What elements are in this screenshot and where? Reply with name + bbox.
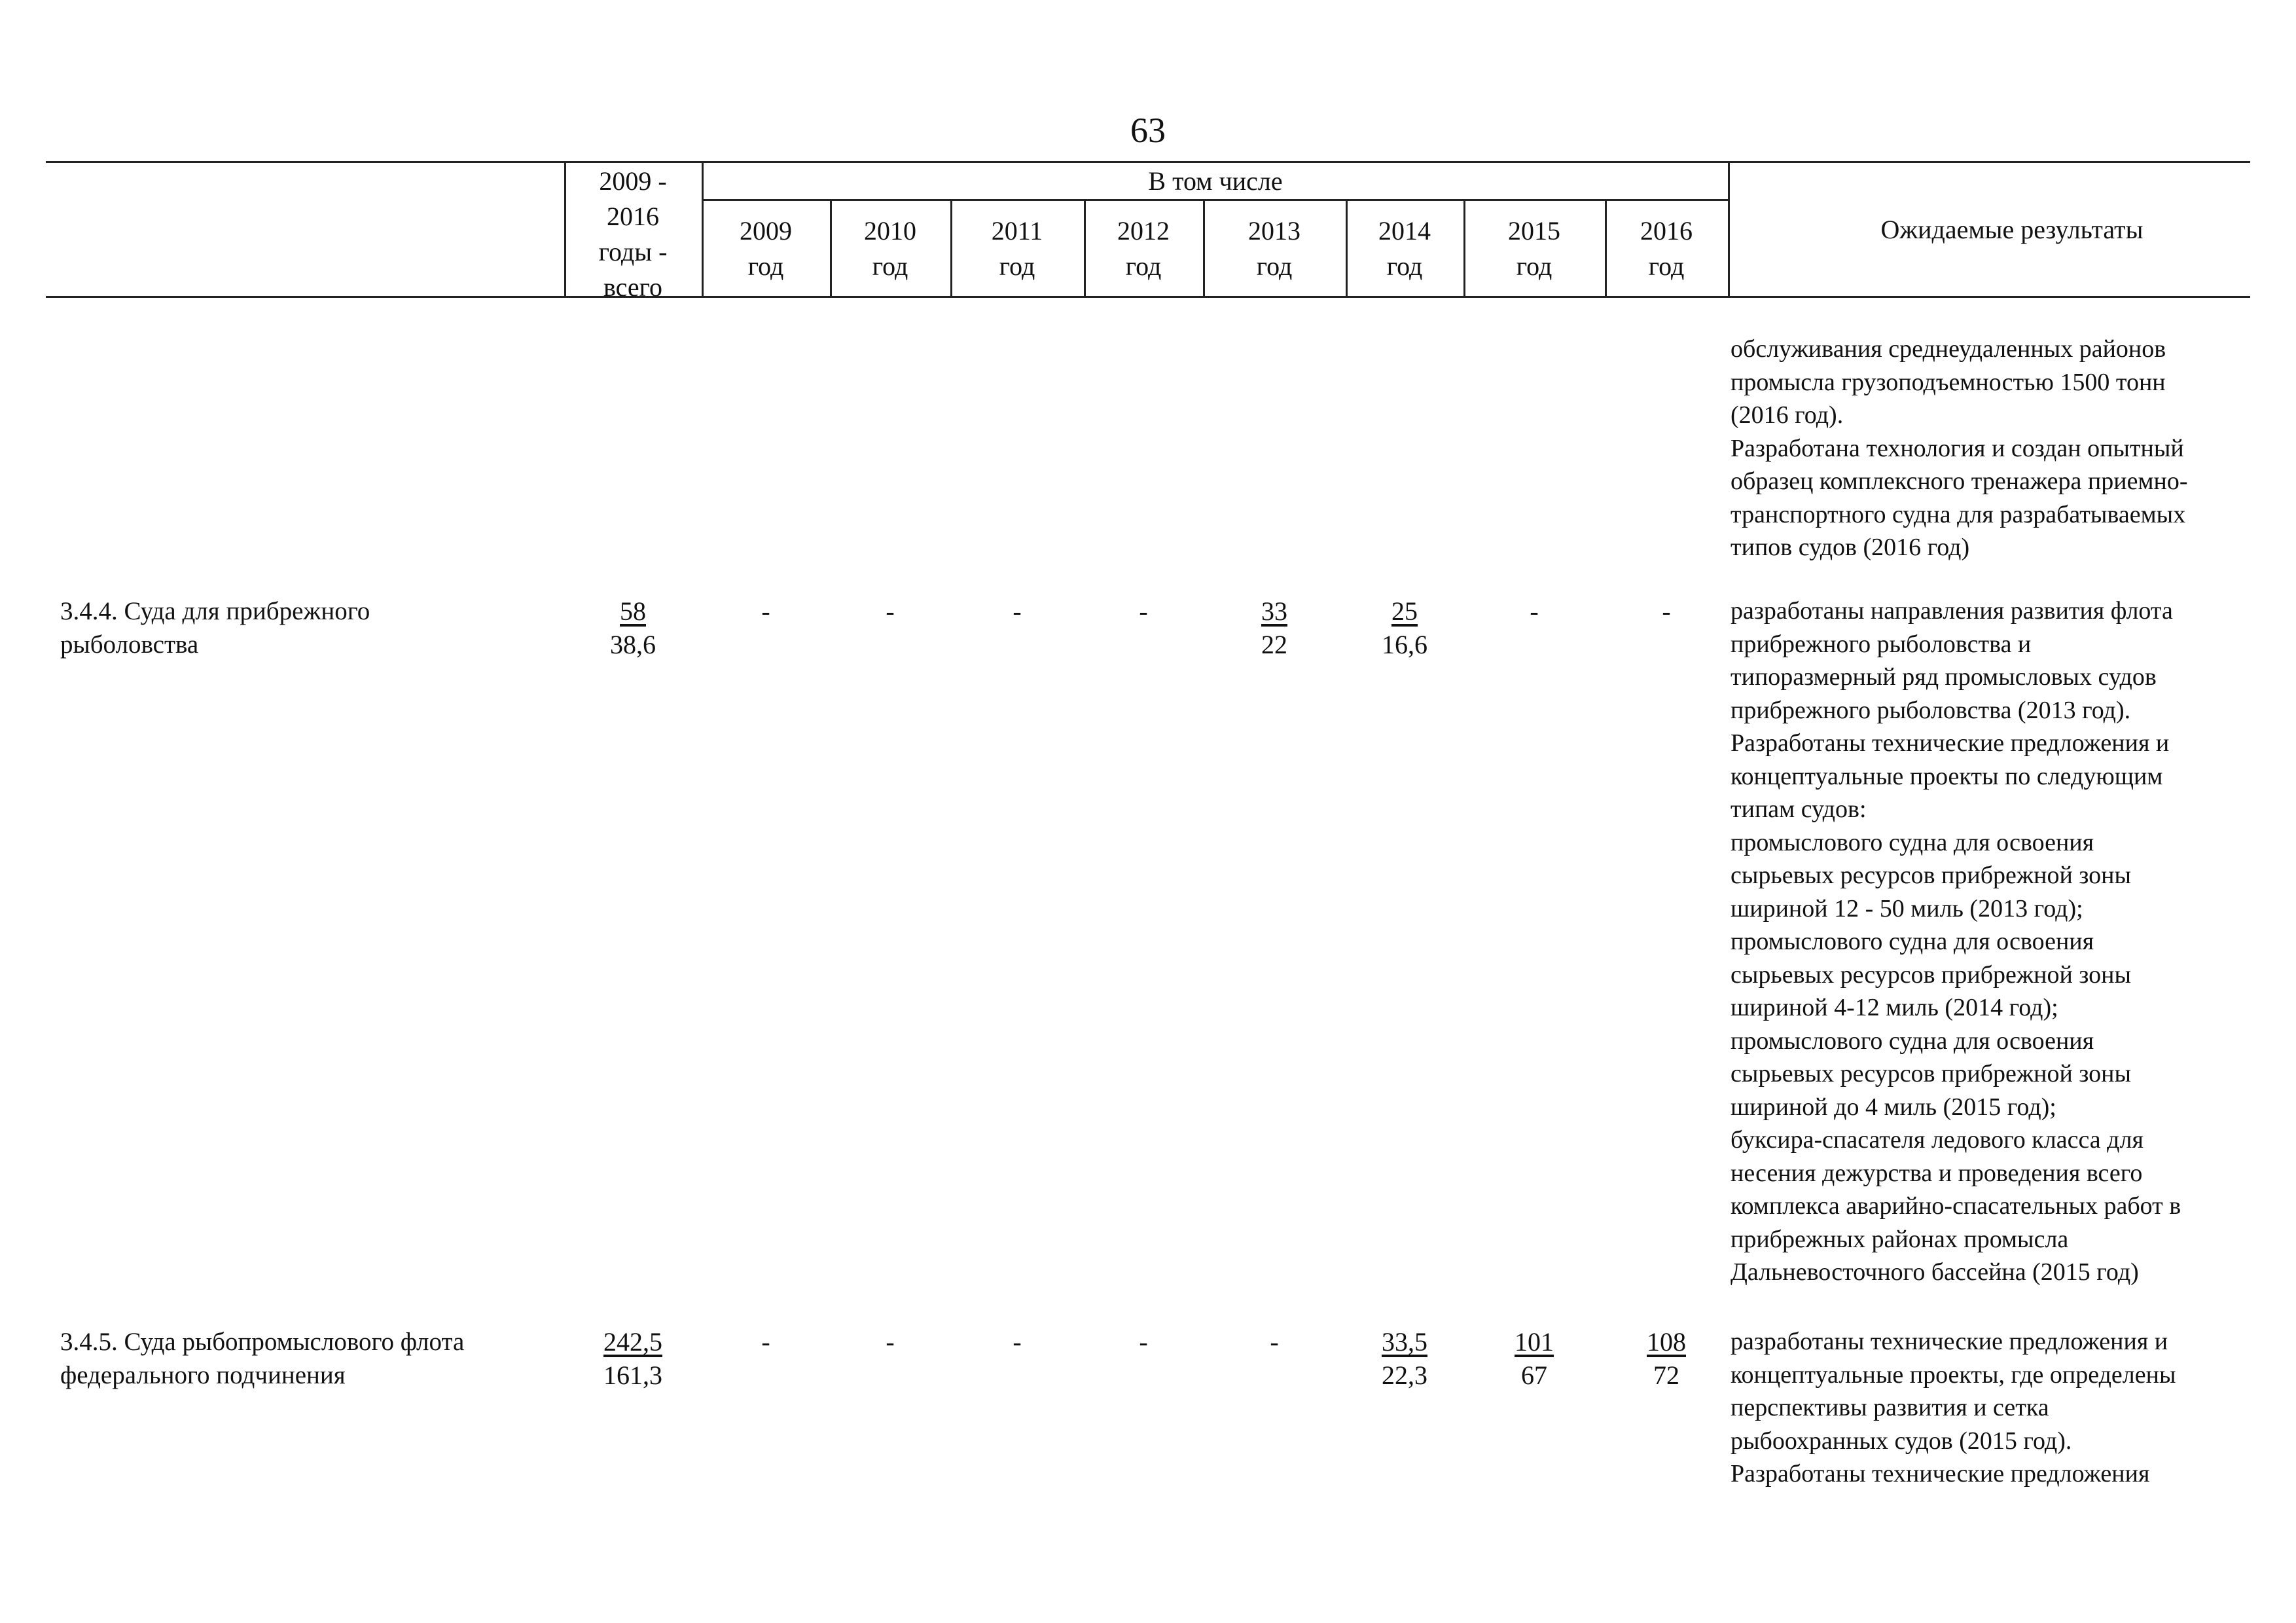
cell-top-value: - bbox=[1013, 596, 1022, 626]
header-year-2014 bbox=[1346, 213, 1463, 284]
results-line: концептуальные проекты по следующим bbox=[1731, 762, 2163, 790]
year-cell bbox=[1084, 594, 1203, 628]
cell-bottom-value: 22,3 bbox=[1382, 1360, 1427, 1390]
header-total-line: 2016 bbox=[607, 202, 659, 231]
results-line: прибрежного рыболовства (2013 год). bbox=[1731, 696, 2131, 724]
year-cell bbox=[950, 1325, 1084, 1359]
results-line: промыслового судна для освоения bbox=[1731, 1027, 2094, 1055]
results-line: образец комплексного тренажера приемно- bbox=[1731, 467, 2188, 495]
header-year: 2014 bbox=[1378, 216, 1431, 246]
results-line: Разработаны технические предложения и bbox=[1731, 729, 2170, 757]
cell-top-value: - bbox=[761, 1327, 770, 1357]
year-cell bbox=[1084, 1325, 1203, 1359]
results-line: разработаны направления развития флота bbox=[1731, 597, 2173, 625]
results-line: типов судов (2016 год) bbox=[1731, 534, 1970, 561]
cell-bottom-value: 72 bbox=[1653, 1360, 1679, 1390]
results-line: шириной 12 - 50 миль (2013 год); bbox=[1731, 894, 2083, 922]
results-line: буксира-спасателя ледового класса для bbox=[1731, 1126, 2144, 1154]
continuation-results bbox=[1731, 333, 2293, 564]
results-line: транспортного судна для разрабатываемых bbox=[1731, 500, 2186, 528]
cell-top-value: 33,5 bbox=[1382, 1327, 1427, 1357]
cell-top-value: - bbox=[1530, 596, 1539, 626]
header-year-unit: год bbox=[1516, 251, 1552, 281]
cell-top-value: - bbox=[1139, 1327, 1148, 1357]
year-cell bbox=[830, 1325, 950, 1359]
year-cell bbox=[1605, 594, 1728, 628]
header-including: В том числе bbox=[1148, 166, 1283, 196]
results-line: шириной до 4 миль (2015 год); bbox=[1731, 1093, 2056, 1121]
header-total-line: годы - bbox=[598, 237, 668, 266]
header-year-unit: год bbox=[999, 251, 1035, 281]
cell-top-value: - bbox=[1662, 596, 1671, 626]
results-line: типоразмерный ряд промысловых судов bbox=[1731, 663, 2157, 691]
cell-top-value: - bbox=[886, 596, 895, 626]
results-line: разработаны технические предложения и bbox=[1731, 1328, 2168, 1355]
results-line: Разработана технология и создан опытный bbox=[1731, 434, 2184, 462]
header-year: 2011 bbox=[991, 216, 1043, 246]
year-cell bbox=[702, 1325, 830, 1359]
results-line: перспективы развития и сетка bbox=[1731, 1394, 2049, 1421]
row-results-3-4-4 bbox=[1731, 594, 2293, 1289]
header-year-unit: год bbox=[1256, 251, 1293, 281]
header-bottom-rule bbox=[46, 296, 2250, 298]
cell-top-value: - bbox=[761, 596, 770, 626]
results-line: концептуальные проекты, где определены bbox=[1731, 1360, 2176, 1389]
cell-top-value: - bbox=[1139, 596, 1148, 626]
year-cell bbox=[1346, 594, 1463, 661]
results-line: комплекса аварийно-спасательных работ в bbox=[1731, 1192, 2181, 1220]
cell-top-value: 33 bbox=[1261, 596, 1287, 626]
header-year-2012 bbox=[1084, 213, 1203, 284]
cell-bottom-value: 67 bbox=[1521, 1360, 1547, 1390]
cell-top-value: - bbox=[1270, 1327, 1279, 1357]
row-label-3-4-5 bbox=[60, 1325, 558, 1392]
results-line: шириной 4-12 миль (2014 год); bbox=[1731, 994, 2058, 1021]
header-year-2009 bbox=[702, 213, 830, 284]
cell-top-value: 108 bbox=[1647, 1327, 1686, 1357]
header-year: 2009 bbox=[740, 216, 792, 246]
header-total bbox=[564, 164, 702, 305]
header-year-unit: год bbox=[747, 251, 784, 281]
header-year-unit: год bbox=[1125, 251, 1162, 281]
header-year-unit: год bbox=[872, 251, 908, 281]
cell-bottom-value: 22 bbox=[1261, 630, 1287, 659]
cell-top-value: 101 bbox=[1515, 1327, 1554, 1357]
year-cell bbox=[950, 594, 1084, 628]
year-cell bbox=[1463, 1325, 1605, 1392]
year-cell bbox=[1463, 594, 1605, 628]
cell-top-value: 242,5 bbox=[603, 1327, 662, 1357]
header-year-2010 bbox=[830, 213, 950, 284]
row-total-cell bbox=[564, 594, 702, 661]
row-label-line: 3.4.4. Суда для прибрежного bbox=[60, 597, 370, 625]
results-line: типам судов: bbox=[1731, 795, 1867, 823]
header-year-2016 bbox=[1605, 213, 1728, 284]
header-total-line: всего bbox=[603, 272, 663, 302]
results-line: промыслового судна для освоения bbox=[1731, 928, 2094, 955]
header-year-2011 bbox=[950, 213, 1084, 284]
year-cell bbox=[1203, 1325, 1346, 1359]
results-line: прибрежных районах промысла bbox=[1731, 1225, 2069, 1253]
results-line: сырьевых ресурсов прибрежной зоны bbox=[1731, 1060, 2132, 1087]
cell-top-value: - bbox=[886, 1327, 895, 1357]
year-cell bbox=[1346, 1325, 1463, 1392]
page-number: 63 bbox=[1130, 111, 1166, 150]
header-year-2015 bbox=[1463, 213, 1605, 284]
year-cell bbox=[1605, 1325, 1728, 1392]
results-line: несения дежурства и проведения всего bbox=[1731, 1159, 2143, 1187]
cell-bottom-value: 38,6 bbox=[610, 630, 656, 659]
results-line: сырьевых ресурсов прибрежной зоны bbox=[1731, 960, 2132, 989]
cell-bottom-value: 16,6 bbox=[1382, 630, 1427, 659]
row-label-line: 3.4.5. Суда рыбопромыслового флота bbox=[60, 1328, 465, 1356]
row-label-3-4-4 bbox=[60, 594, 558, 661]
cell-bottom-value: 161,3 bbox=[603, 1360, 662, 1390]
results-line: обслуживания среднеудаленных районов bbox=[1731, 335, 2166, 363]
including-rule bbox=[702, 199, 1729, 201]
header-year: 2012 bbox=[1117, 216, 1170, 246]
cell-top-value: 58 bbox=[620, 596, 646, 626]
row-label-line: федерального подчинения bbox=[60, 1361, 346, 1389]
year-cell bbox=[702, 594, 830, 628]
results-line: сырьевых ресурсов прибрежной зоны bbox=[1731, 862, 2132, 889]
header-year-unit: год bbox=[1386, 251, 1423, 281]
row-label-line: рыболовства bbox=[60, 630, 199, 659]
header-year-unit: год bbox=[1648, 251, 1685, 281]
results-line: Разработаны технические предложения bbox=[1731, 1460, 2150, 1487]
header-year: 2013 bbox=[1248, 216, 1300, 246]
results-line: Дальневосточного бассейна (2015 год) bbox=[1731, 1258, 2139, 1286]
cell-top-value: 25 bbox=[1391, 596, 1418, 626]
year-cell bbox=[1203, 594, 1346, 661]
cell-top-value: - bbox=[1013, 1327, 1022, 1357]
results-line: прибрежного рыболовства и bbox=[1731, 630, 2032, 658]
row-results-3-4-5 bbox=[1731, 1325, 2293, 1491]
header-total-line: 2009 - bbox=[599, 166, 667, 196]
results-line: (2016 год). bbox=[1731, 401, 1844, 429]
results-line: рыбоохранных судов (2015 год). bbox=[1731, 1427, 2072, 1455]
year-cell bbox=[830, 594, 950, 628]
row-total-cell bbox=[564, 1325, 702, 1392]
header-year: 2016 bbox=[1640, 216, 1693, 246]
results-line: промысла грузоподъемностью 1500 тонн bbox=[1731, 368, 2166, 396]
header-results: Ожидаемые результаты bbox=[1880, 215, 2144, 244]
header-year-2013 bbox=[1203, 213, 1346, 284]
results-line: промыслового судна для освоения bbox=[1731, 828, 2094, 856]
header-top-rule bbox=[46, 161, 2250, 163]
header-year: 2010 bbox=[864, 216, 916, 246]
header-year: 2015 bbox=[1508, 216, 1560, 246]
